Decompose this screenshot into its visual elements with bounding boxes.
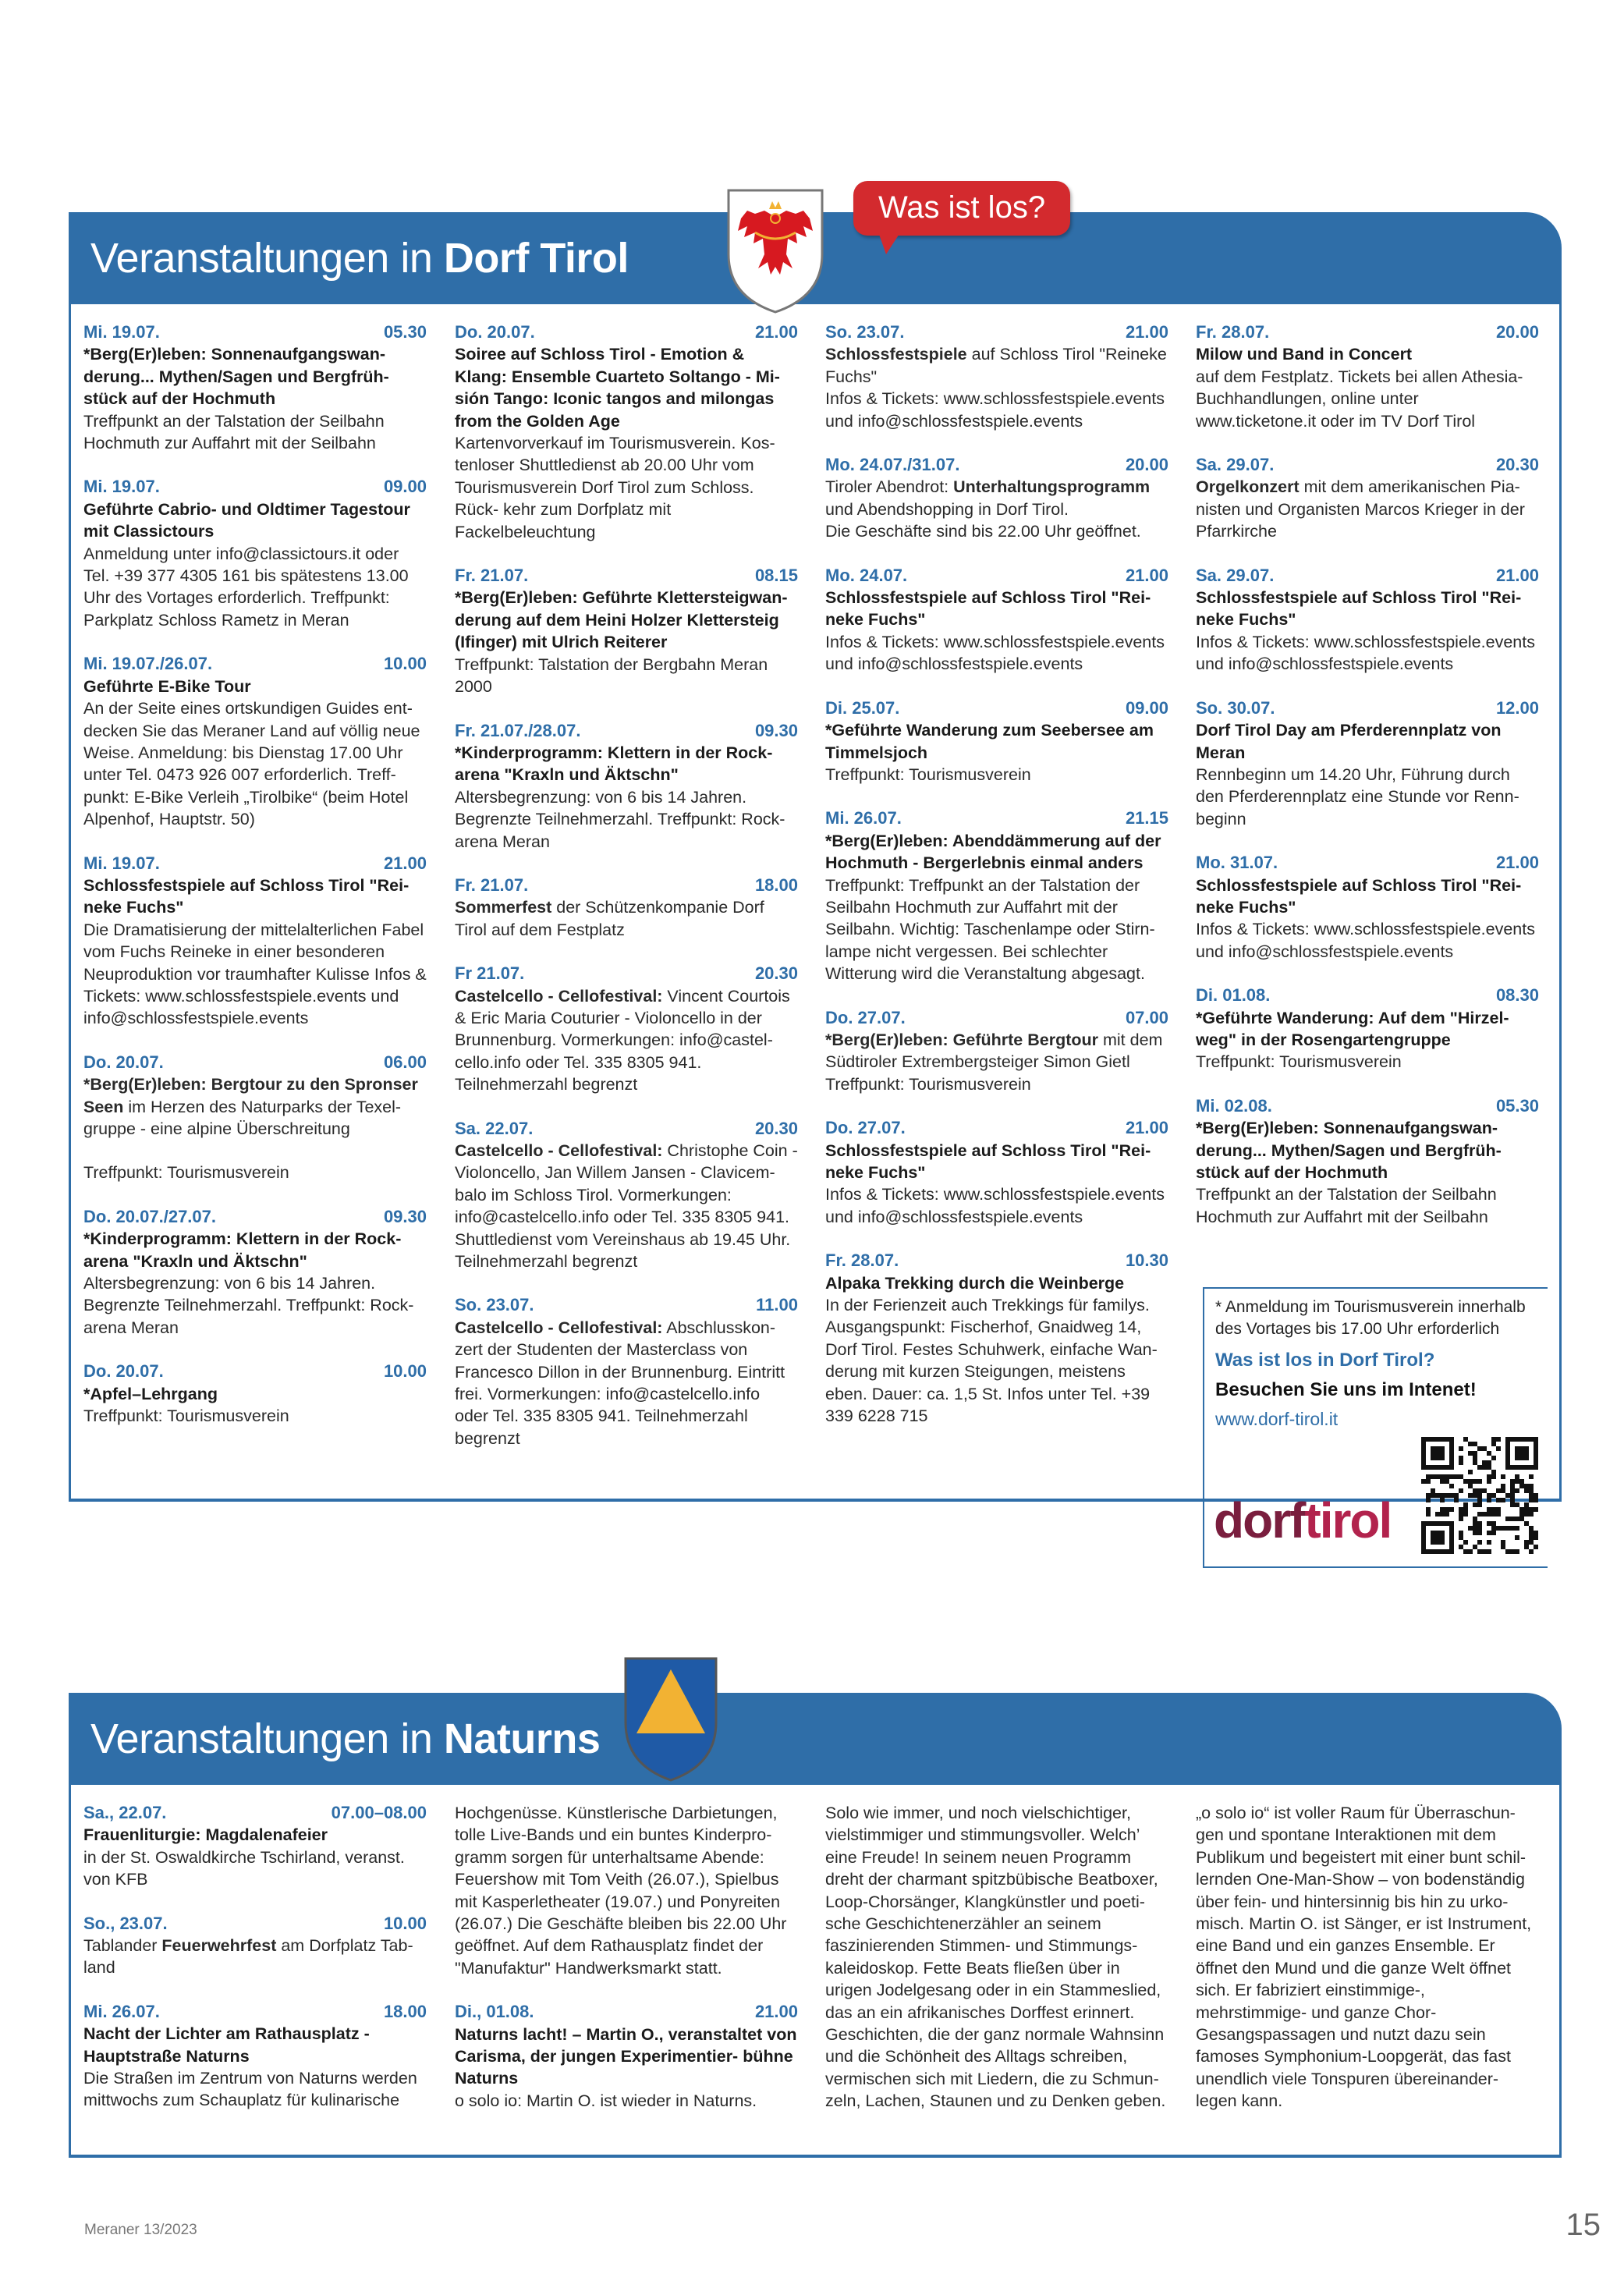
event-time: 09.00 <box>1125 697 1168 718</box>
event-entry <box>455 874 798 941</box>
event-date: Mo. 24.07./31.07. <box>825 455 960 475</box>
event-title: *Apfel–Lehrgang <box>83 1384 218 1403</box>
event-time: 21.00 <box>754 322 798 342</box>
event-title: *Berg(Er)leben: Geführte Bergtour <box>825 1030 1099 1049</box>
event-description: Treffpunkt: Talstation der Bergbahn Meran 2000 <box>455 655 768 697</box>
event-time: 09.30 <box>383 1206 427 1226</box>
event-date-row <box>825 565 1168 587</box>
event-date-row <box>83 1206 427 1228</box>
event-description: Treffpunkt: Tourismusverein <box>83 1163 289 1183</box>
event-entry <box>455 2001 798 2112</box>
event-entry <box>825 1250 1168 1427</box>
event-time: 10.00 <box>383 654 427 674</box>
event-date: Fr. 28.07. <box>825 1250 899 1271</box>
event-title-line <box>455 985 798 1096</box>
event-title: *Kinderprogramm: Klettern in der Rock- arena "Kraxln und Äktschn" <box>455 743 773 785</box>
info-box-visit: Besuchen Sie uns im Intenet! <box>1215 1379 1477 1400</box>
event-title: *Geführte Wanderung zum Seebersee am Timmelsjoch <box>825 721 1154 762</box>
event-date-row <box>83 1913 427 1935</box>
event-time: 20.30 <box>754 963 798 984</box>
event-title-rest: im Herzen des Naturparks der Texel- gruppe - eine alpine Überschreitung <box>83 1097 402 1138</box>
event-description: Infos & Tickets: www.schlossfestspiele.events und info@schlossfestspiele.events <box>1196 920 1535 961</box>
event-description <box>83 1935 427 1979</box>
event-description: Infos & Tickets: www.schlossfestspiele.events und info@schlossfestspiele.events <box>825 1185 1165 1226</box>
event-description: Kartenvorverkauf im Tourismusverein. Kos- tenloser Shuttledienst ab 20.00 Uhr vom Tourismusverein Dorf Tirol zum Schloss. Rück- kehr zum Dorfplatz mit Fackelbeleuchtung <box>455 434 775 541</box>
event-entry <box>83 1052 427 1184</box>
event-description: o solo io: Martin O. ist wieder in Naturns. <box>455 2091 757 2110</box>
event-title-rest: der Schützenkompanie Dorf Tirol auf dem Festplatz <box>455 898 764 939</box>
dorf-tirol-logo <box>1214 1492 1391 1549</box>
event-title-line <box>455 1317 798 1449</box>
event-date: Do. 27.07. <box>825 1118 906 1138</box>
event-date-row <box>1196 565 1539 587</box>
event-title: *Berg(Er)leben: Geführte Klettersteigwan- derung auf dem Heini Holzer Klettersteig (Ifinger) mit Ulrich Reiterer <box>455 588 788 652</box>
event-time: 08.30 <box>1495 985 1539 1006</box>
event-title: *Berg(Er)leben: Sonnenaufgangswan- derung... Mythen/Sagen und Bergfrüh- stück auf der Hochmuth <box>83 345 389 409</box>
event-time: 09.30 <box>754 720 798 740</box>
event-time: 21.15 <box>1125 808 1168 828</box>
event-entry <box>825 321 1168 432</box>
event-description: Die Geschäfte sind bis 22.00 Uhr geöffnet. <box>825 522 1141 541</box>
naturns-column-1 <box>83 1802 427 2134</box>
event-description: Altersbegrenzung: von 6 bis 14 Jahren. Begrenzte Teilnehmerzahl. Treffpunkt: Rock- arena Meran <box>83 1274 414 1337</box>
event-title-rest: mit dem amerikanischen Pia- nisten und Organisten Marcos Krieger in der Pfarrkirche <box>1196 477 1525 541</box>
event-title: Geführte E-Bike Tour <box>83 676 251 696</box>
event-date-row <box>83 476 427 498</box>
event-time: 21.00 <box>1125 322 1168 342</box>
event-date: Di. 01.08. <box>1196 985 1271 1006</box>
event-date: Fr. 21.07. <box>455 566 529 586</box>
event-time: 20.30 <box>1495 455 1539 475</box>
event-title: Schlossfestspiele auf Schloss Tirol "Rei- neke Fuchs" <box>825 1140 1151 1182</box>
event-description: Treffpunkt: Tourismusverein <box>1196 1052 1402 1072</box>
event-entry <box>83 1913 427 1979</box>
event-date: Do. 20.07. <box>455 322 535 342</box>
event-date-row <box>825 454 1168 476</box>
event-time: 07.00–08.00 <box>331 1803 427 1822</box>
tirol-coat-of-arms-icon <box>724 187 827 315</box>
event-time: 20.00 <box>1495 322 1539 342</box>
event-entry <box>455 321 798 543</box>
event-title: Orgelkonzert <box>1196 477 1300 497</box>
banner-title-prefix: Veranstaltungen in <box>90 235 444 282</box>
event-entry <box>1196 984 1539 1073</box>
event-title: Schlossfestspiele auf Schloss Tirol "Rei- neke Fuchs" <box>1196 588 1522 630</box>
event-title: Geführte Cabrio- und Oldtimer Tagestour mit Classictours <box>83 499 410 541</box>
event-time: 09.00 <box>383 477 427 497</box>
event-date: So. 30.07. <box>1196 697 1275 718</box>
event-entry <box>1196 321 1539 432</box>
event-time: 21.00 <box>383 853 427 873</box>
event-entry <box>825 1117 1168 1228</box>
event-time: 06.00 <box>383 1052 427 1072</box>
event-title-line <box>825 476 1168 520</box>
event-title: *Kinderprogramm: Klettern in der Rock- arena "Kraxln und Äktschn" <box>83 1229 402 1271</box>
event-date: Sa. 22.07. <box>455 1118 534 1138</box>
event-date-row <box>83 1360 427 1382</box>
event-date: Mi. 19.07./26.07. <box>83 654 213 674</box>
logo-part-dorf: dorf <box>1214 1492 1305 1548</box>
event-date: Di. 25.07. <box>825 697 900 718</box>
event-title-rest: Christophe Coin - Violoncello, Jan Willem Jansen - Clavicem- balo im Schloss Tirol. Vormerkungen: info@castelcello.info oder Tel. 335 8305 941. Shuttledienst vom Vereinshaus ab 19.45 Uhr. Teilnehmerzahl begrenzt <box>455 1141 798 1272</box>
event-title-line <box>825 343 1168 388</box>
event-title-rest: auf Schloss Tirol "Reineke Fuchs" <box>825 345 1167 386</box>
event-description: Treffpunkt an der Talstation der Seilbahn Hochmuth zur Auffahrt mit der Seilbahn <box>1196 1185 1497 1226</box>
event-date: Mi. 19.07. <box>83 477 160 497</box>
event-title-rest: und Abendshopping in Dorf Tirol. <box>825 499 1069 519</box>
event-time: 11.00 <box>756 1295 798 1315</box>
event-date: So. 23.07. <box>825 322 905 342</box>
event-title: *Geführte Wanderung: Auf dem "Hirzel- weg" in der Rosengartengruppe <box>1196 1008 1509 1049</box>
event-title-prefix: Tiroler Abendrot: <box>825 477 954 497</box>
event-entry <box>83 476 427 631</box>
event-time: 05.30 <box>1495 1095 1539 1116</box>
event-title: Nacht der Lichter am Rathausplatz - Hauptstraße Naturns <box>83 2024 370 2066</box>
event-title: Frauenliturgie: Magdalenafeier <box>83 1825 328 1845</box>
event-title-line <box>825 1029 1168 1073</box>
event-entry <box>825 807 1168 984</box>
event-date-row <box>1196 697 1539 719</box>
event-entry <box>825 1007 1168 1096</box>
event-entry <box>455 565 798 697</box>
event-time: 18.00 <box>754 874 798 895</box>
event-entry <box>83 1206 427 1339</box>
banner-title-place: Naturns <box>443 1715 601 1762</box>
event-description: Altersbegrenzung: von 6 bis 14 Jahren. Begrenzte Teilnehmerzahl. Treffpunkt: Rock- arena Meran <box>455 787 785 851</box>
event-date-row <box>83 321 427 343</box>
event-date: Sa., 22.07. <box>83 1803 167 1822</box>
event-date: Di., 01.08. <box>455 2002 534 2022</box>
event-description: An der Seite eines ortskundigen Guides ent- decken Sie das Meraner Land auf völlig neue Weise. Anmeldung: bis Dienstag 17.00 Uhr unter Tel. 0473 926 007 erforderlich. Treff- punkt: E-Bike Verleih „Tirolbike“ (beim Hotel Alpenhof, Hauptstr. 50) <box>83 699 420 829</box>
event-date: Mi. 19.07. <box>83 853 160 873</box>
event-title-line <box>1196 476 1539 542</box>
event-entry <box>1196 1095 1539 1228</box>
event-date: Fr 21.07. <box>455 963 525 984</box>
speech-bubble-text: Was ist los? <box>878 190 1046 225</box>
event-title: Castelcello - Cellofestival: <box>455 986 663 1006</box>
speech-bubble-tail <box>877 228 903 254</box>
magazine-issue: Meraner 13/2023 <box>84 2222 197 2238</box>
event-date-row <box>83 1802 427 1824</box>
event-title: Castelcello - Cellofestival: <box>455 1318 663 1337</box>
event-entry <box>1196 454 1539 543</box>
dorf-tirol-info-box <box>1203 1287 1548 1568</box>
event-description: Treffpunkt an der Talstation der Seilbahn Hochmuth zur Auffahrt mit der Seilbahn <box>83 411 385 453</box>
event-title: Schlossfestspiele auf Schloss Tirol "Rei- neke Fuchs" <box>825 588 1151 630</box>
event-time: 21.00 <box>1495 565 1539 585</box>
event-title-rest: mit dem Südtiroler Extrembergsteiger Simon Gietl <box>825 1030 1163 1072</box>
event-title: Schlossfestspiele <box>825 345 967 364</box>
event-date-row <box>455 720 798 742</box>
event-time: 21.00 <box>1125 565 1168 585</box>
event-description: Infos & Tickets: www.schlossfestspiele.events und info@schlossfestspiele.events <box>825 389 1165 431</box>
spacer <box>83 1140 427 1162</box>
event-description: Infos & Tickets: www.schlossfestspiele.events und info@schlossfestspiele.events <box>825 632 1165 674</box>
event-date-row <box>83 653 427 675</box>
event-description: Infos & Tickets: www.schlossfestspiele.events und info@schlossfestspiele.events <box>1196 632 1535 674</box>
naturns-column-4 <box>1196 1802 1539 2112</box>
event-date-row <box>455 321 798 343</box>
event-entry <box>455 1118 798 1273</box>
event-time: 20.30 <box>754 1118 798 1138</box>
event-description: Rennbeginn um 14.20 Uhr, Führung durch den Pferderennplatz eine Stunde vor Renn- beginn <box>1196 764 1519 828</box>
event-date: Mo. 31.07. <box>1196 853 1278 873</box>
event-title: Dorf Tirol Day am Pferderennplatz von Meran <box>1196 721 1502 762</box>
event-entry <box>1196 697 1539 830</box>
event-description: in der St. Oswaldkirche Tschirland, veranst. von KFB <box>83 1847 405 1889</box>
event-time: 21.00 <box>1125 1118 1168 1138</box>
event-time: 20.00 <box>1125 455 1168 475</box>
was-ist-los-speech-bubble <box>853 181 1070 236</box>
event-date-row <box>83 853 427 874</box>
event-entry <box>455 720 798 853</box>
event-time: 21.00 <box>1495 853 1539 873</box>
event-date-row <box>1196 984 1539 1006</box>
info-box-url[interactable]: www.dorf-tirol.it <box>1215 1409 1339 1429</box>
continued-description: „o solo io“ ist voller Raum für Überraschun- gen und spontane Interaktionen mit dem Publikum und begeistert mit einer bunt schil- lernden One-Man-Show – von bodenständig über fein- und hintersinnig bis hin zu urko- misch. Martin O. ist Sänger, er ist Instrument, eine Band und ein ganzes Ensemble. Er öffnet den Mund und die ganze Welt öffnet sich. Er fabriziert einstimmige-, mehrstimmige- und ganze Chor-Gesangspassagen und nutzt dazu sein famoses Symphonium-Loopgerät, das fast unendlich viele Tonspuren übereinander- legen kann. <box>1196 1804 1532 2111</box>
event-date-row <box>825 697 1168 719</box>
event-description: Treffpunkt: Treffpunkt an der Talstation der Seilbahn Hochmuth zur Auffahrt mit der Seilbahn. Wichtig: Taschenlampe oder Stirn- lampe nicht vergessen. Bei schlechter Witterung wird die Veranstaltung abgesagt. <box>825 875 1155 984</box>
event-entry <box>455 963 798 1095</box>
event-date-row <box>455 1118 798 1140</box>
event-date: Do. 20.07. <box>83 1361 164 1382</box>
event-title: *Berg(Er)leben: Bergtour zu den Spronser Seen <box>83 1075 418 1116</box>
event-title: *Berg(Er)leben: Sonnenaufgangswan- derung... Mythen/Sagen und Bergfrüh- stück auf der Hochmuth <box>1196 1119 1502 1182</box>
event-date: Mi. 26.07. <box>825 808 902 828</box>
event-description: Die Straßen im Zentrum von Naturns werden mittwochs zum Schauplatz für kulinarische <box>83 2069 417 2110</box>
event-time: 10.00 <box>383 1913 427 1933</box>
event-title-prefix: Tablander <box>83 1936 162 1956</box>
event-date-row <box>1196 1095 1539 1117</box>
event-time: 18.00 <box>383 2001 427 2021</box>
event-date: Sa. 29.07. <box>1196 455 1275 475</box>
event-entry <box>1196 565 1539 676</box>
event-time: 10.00 <box>383 1361 427 1382</box>
event-title: Feuerwehrfest <box>161 1936 277 1956</box>
event-date-row <box>455 2001 798 2023</box>
event-description: In der Ferienzeit auch Trekkings für familys. Ausgangspunkt: Fischerhof, Gnaidweg 14, Dorf Tirol. Festes Schuhwerk, einfache Wan- derung mit kurzen Steigungen, meistens eben. Dauer: ca. 1,5 St. Infos unter Tel. +39 339 6228 715 <box>825 1296 1158 1426</box>
event-time: 07.00 <box>1125 1007 1168 1027</box>
event-date: So., 23.07. <box>83 1913 168 1933</box>
event-description: Anmeldung unter info@classictours.it oder Tel. +39 377 4305 161 bis spätestens 13.00 Uhr des Vortages erforderlich. Treffpunkt: Parkplatz Schloss Rametz in Meran <box>83 544 409 630</box>
event-date: Fr. 21.07. <box>455 874 529 895</box>
event-date: Fr. 21.07./28.07. <box>455 720 581 740</box>
event-title: Soiree auf Schloss Tirol - Emotion & Klang: Ensemble Cuarteto Soltango - Mi- sión Tango: Iconic tangos and milongas from the Golden Age <box>455 345 780 431</box>
event-date-row <box>83 1052 427 1073</box>
logo-part-tirol: tirol <box>1304 1492 1392 1548</box>
event-title: Alpaka Trekking durch die Weinberge <box>825 1273 1125 1293</box>
event-description: Die Dramatisierung der mittelalterlichen Fabel vom Fuchs Reineke in einer besonderen Neuproduktion vor traumhafter Kulisse Infos & Tickets: www.schlossfestspiele.events und info@schlossfestspiele.events <box>83 920 427 1028</box>
naturns-coat-of-arms-icon <box>621 1655 721 1783</box>
event-entry <box>825 565 1168 676</box>
event-entry <box>455 1294 798 1449</box>
page-number: 15 <box>1565 2208 1601 2242</box>
event-title-line <box>83 1073 427 1140</box>
event-time: 12.00 <box>1495 697 1539 718</box>
event-date: Fr. 28.07. <box>1196 322 1270 342</box>
event-date-row <box>455 963 798 984</box>
event-description: Treffpunkt: Tourismusverein <box>825 1074 1031 1094</box>
continued-description: Hochgenüsse. Künstlerische Darbietungen, tolle Live-Bands und ein buntes Kinderpro- gramm sorgen für unterhaltsame Abende: Feuershow mit Tom Veith (26.07.), Spielbus mit Kasperletheater (19.07.) und Ponyreiten (26.07.) Die Geschäfte bleiben bis 22.00 Uhr geöffnet. Auf dem Rathausplatz findet der "Manufaktur" Handwerksmarkt statt. <box>455 1804 787 1978</box>
event-title-line <box>455 896 798 941</box>
event-date: So. 23.07. <box>455 1295 534 1315</box>
event-entry <box>83 853 427 1030</box>
event-title: Sommerfest <box>455 898 552 917</box>
naturns-column-2 <box>455 1802 798 2134</box>
event-entry <box>1196 852 1539 963</box>
dorf-column-4 <box>1196 321 1539 1250</box>
event-title: *Berg(Er)leben: Abenddämmerung auf der Hochmuth - Bergerlebnis einmal anders <box>825 831 1161 873</box>
event-title: Unterhaltungsprogramm <box>953 477 1151 497</box>
qr-code-icon[interactable] <box>1421 1437 1538 1554</box>
event-date-row <box>825 1250 1168 1272</box>
dorf-column-2 <box>455 321 798 1471</box>
event-date: Mi. 02.08. <box>1196 1095 1272 1116</box>
dorf-column-3 <box>825 321 1168 1449</box>
event-title: Castelcello - Cellofestival: <box>455 1141 663 1160</box>
event-title-rest: Abschlusskon- zert der Studenten der Masterclass von Francesco Dillon in der Brunnenburg. Eintritt frei. Vormerkungen: info@castelcello.info oder Tel. 335 8305 941. Teilnehmerzahl begrenzt <box>455 1318 785 1448</box>
event-date-row <box>455 1294 798 1316</box>
event-date-row <box>1196 852 1539 874</box>
registration-note: * Anmeldung im Tourismusverein innerhalb des Vortages bis 17.00 Uhr erforderlich <box>1215 1298 1526 1338</box>
event-entry <box>83 1360 427 1427</box>
event-date-row <box>825 1117 1168 1139</box>
event-description: Treffpunkt: Tourismusverein <box>83 1407 289 1426</box>
event-entry <box>83 653 427 830</box>
continued-description: Solo wie immer, und noch vielschichtiger, vielstimmiger und stimmungsvoller. Welch’ eine Freude! In seinem neuen Programm dreht der charmant spitzbübische Beatboxer, Loop-Chorsänger, Klangkünstler und poeti- sche Geschichtenerzähler an seinem faszinierenden Stimmen- und Stimmungs- kaleidoskop. Fette Beats fließen über in urigen Jodelgesang oder in ein Stammeslied, das an ein afrikanisches Dorffest erinnert. Geschichten, die der ganz normale Wahnsinn und die Schönheit des Alltags schreiben, vermischen sich mit Liedern, die zu Schmun- zeln, Lachen, Staunen und zu Denken geben. <box>825 1804 1166 2111</box>
naturns-column-3 <box>825 1802 1168 2112</box>
event-date-row <box>1196 454 1539 476</box>
banner-title-place: Dorf Tirol <box>443 235 629 282</box>
event-title-rest: Vincent Courtois & Eric Maria Couturier - Violoncello in der Brunnenburg. Vormerkungen: info@castel- cello.info oder Tel. 335 8305 941. Teilnehmerzahl begrenzt <box>455 986 790 1094</box>
event-title-rest: am Dorfplatz Tab- land <box>83 1936 413 1978</box>
event-date: Do. 20.07. <box>83 1052 164 1072</box>
event-date-row <box>825 807 1168 829</box>
event-date-row <box>1196 321 1539 343</box>
event-description: auf dem Festplatz. Tickets bei allen Athesia- Buchhandlungen, online unter www.ticketone.it oder im TV Dorf Tirol <box>1196 367 1523 431</box>
event-entry <box>825 697 1168 786</box>
event-description: Treffpunkt: Tourismusverein <box>825 764 1031 784</box>
event-title: Schlossfestspiele auf Schloss Tirol "Rei- neke Fuchs" <box>1196 875 1522 917</box>
event-date-row <box>455 874 798 896</box>
event-entry <box>825 454 1168 543</box>
event-date-row <box>825 1007 1168 1029</box>
event-time: 21.00 <box>754 2002 798 2022</box>
event-time: 05.30 <box>383 322 427 342</box>
event-date: Do. 20.07./27.07. <box>83 1206 216 1226</box>
event-date: Mi. 19.07. <box>83 322 160 342</box>
event-time: 08.15 <box>754 566 798 586</box>
event-date: Sa. 29.07. <box>1196 565 1275 585</box>
event-entry <box>83 2001 427 2112</box>
event-date: Mo. 24.07. <box>825 565 908 585</box>
event-title: Milow und Band in Concert <box>1196 345 1413 364</box>
section-banner-naturns <box>69 1693 1562 1785</box>
info-box-question: Was ist los in Dorf Tirol? <box>1215 1350 1435 1371</box>
event-title-line <box>455 1140 798 1272</box>
event-entry <box>83 321 427 454</box>
event-date-row <box>455 565 798 587</box>
event-date: Mi. 26.07. <box>83 2001 160 2021</box>
dorf-column-1 <box>83 321 427 1449</box>
event-entry <box>83 1802 427 1891</box>
event-date: Do. 27.07. <box>825 1007 906 1027</box>
event-date-row <box>825 321 1168 343</box>
event-title: Naturns lacht! – Martin O., veranstaltet von Carisma, der jungen Experimentier- bühne Naturns <box>455 2024 797 2088</box>
banner-title-prefix: Veranstaltungen in <box>90 1715 444 1762</box>
event-time: 10.30 <box>1125 1250 1168 1271</box>
event-date-row <box>83 2001 427 2023</box>
event-title: Schlossfestspiele auf Schloss Tirol "Rei- neke Fuchs" <box>83 875 410 917</box>
